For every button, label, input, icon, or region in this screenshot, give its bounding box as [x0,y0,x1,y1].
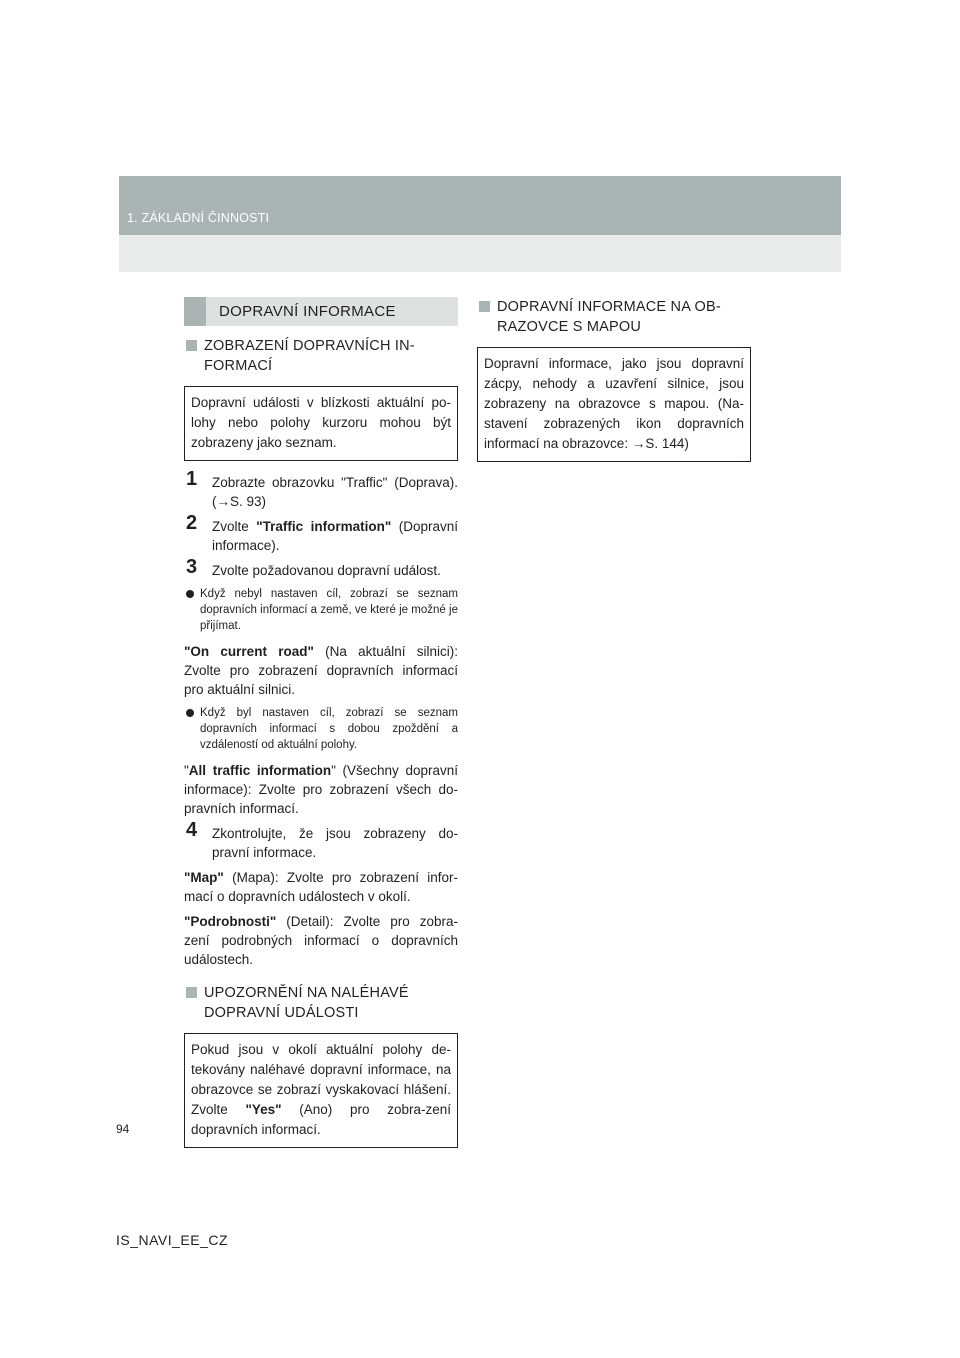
square-bullet-icon [479,301,490,312]
bullet-note [184,586,458,634]
step-number: 1 [186,468,198,490]
keyword-map: "Map" [184,870,224,885]
step-3 [184,556,458,580]
keyword-yes: "Yes" [245,1102,282,1117]
info-box: Dopravní informace, jako jsou dopravní zácpy, nehody a uzavření silnice, jsou zobrazeny na obrazovce s mapou. (Na-stavení zobrazených ikon dopravních informací na obrazovce: →S. 144) [477,347,751,462]
box-text-pre: Pokud jsou v okolí aktuální polohy de-tekovány naléhavé dopravní informace, na obrazovce se zobrazí vyskakovací hlášení. Zvolte [191,1042,451,1117]
bullet-text: Když nebyl nastaven cíl, zobrazí se seznam dopravních informací a země, ve které je možné je přijímat. [200,588,458,632]
chapter-title: 1. ZÁKLADNÍ ČINNOSTI [127,211,270,225]
option-all-traffic-information [184,761,458,818]
bullet-dot-icon [186,709,194,717]
bullet-note [184,705,458,753]
section-marker [184,297,206,326]
square-bullet-icon [186,340,197,351]
option-detail [184,912,458,969]
subheading-traffic-list [184,336,458,376]
bullet-text: Když byl nastaven cíl, zobrazí se seznam dopravních informací s dobou zpoždění a vzdáleností od aktuální polohy. [200,707,458,751]
square-bullet-icon [186,987,197,998]
header-band [119,176,841,235]
step-text: Zkontrolujte, že jsou zobrazeny do-pravní informace. [212,826,458,860]
box-text-post: (Ano) pro zobra-zení dopravních informací. [191,1102,452,1137]
document-code: IS_NAVI_EE_CZ [116,1232,229,1248]
step-text: Zobrazte obrazovku "Traffic" (Doprava). (→S. 93) [212,475,458,509]
subheading-text: UPOZORNĚNÍ NA NALÉHAVÉ DOPRAVNÍ UDÁLOSTI [204,985,409,1021]
page-number: 94 [116,1122,130,1136]
step-text: Zvolte požadovanou dopravní událost. [212,563,441,578]
step-number: 4 [186,819,198,841]
subheading-text: DOPRAVNÍ INFORMACE NA OB-RAZOVCE S MAPOU [497,299,721,335]
step-2 [184,512,459,555]
step-4 [184,819,458,862]
bullet-dot-icon [186,590,194,598]
option-text: (Mapa): Zvolte pro zobrazení infor-mací o dopravních událostech v okolí. [184,870,458,904]
subheading-text: ZOBRAZENÍ DOPRAVNÍCH IN-FORMACÍ [204,338,415,374]
step-text-post: (Dopravní informace). [212,519,459,553]
quote-open: " [184,763,189,778]
step-text-pre: Zvolte [212,519,257,534]
keyword-traffic-information: "Traffic information" [256,519,392,534]
option-text: (Detail): Zvolte pro zobra-zení podrobných informací o dopravních událostech. [184,914,458,967]
option-text: " (Všechny dopravní informace): Zvolte pro zobrazení všech do-pravních informací. [184,763,458,816]
section-heading [184,297,458,326]
step-number: 2 [186,512,198,534]
subheading-urgent-events [184,983,458,1023]
step-number: 3 [186,556,198,578]
left-column [184,297,458,1160]
option-text: (Na aktuální silnici): Zvolte pro zobrazení dopravních informací pro aktuální silnici. [184,644,458,697]
info-box [184,1033,458,1148]
right-column [477,297,751,474]
option-map [184,868,458,906]
keyword-on-current-road: "On current road" [184,644,314,659]
step-1 [184,468,458,511]
keyword-podrobnosti: "Podrobnosti" [184,914,277,929]
keyword-all-traffic-information: All traffic information [188,763,332,778]
option-on-current-road [184,642,458,699]
info-box: Dopravní události v blízkosti aktuální po-lohy nebo polohy kurzoru mohou být zobrazeny jako seznam. [184,386,458,461]
subheading-map-traffic [477,297,751,337]
section-title: DOPRAVNÍ INFORMACE [219,303,396,320]
header-subband [119,235,841,272]
